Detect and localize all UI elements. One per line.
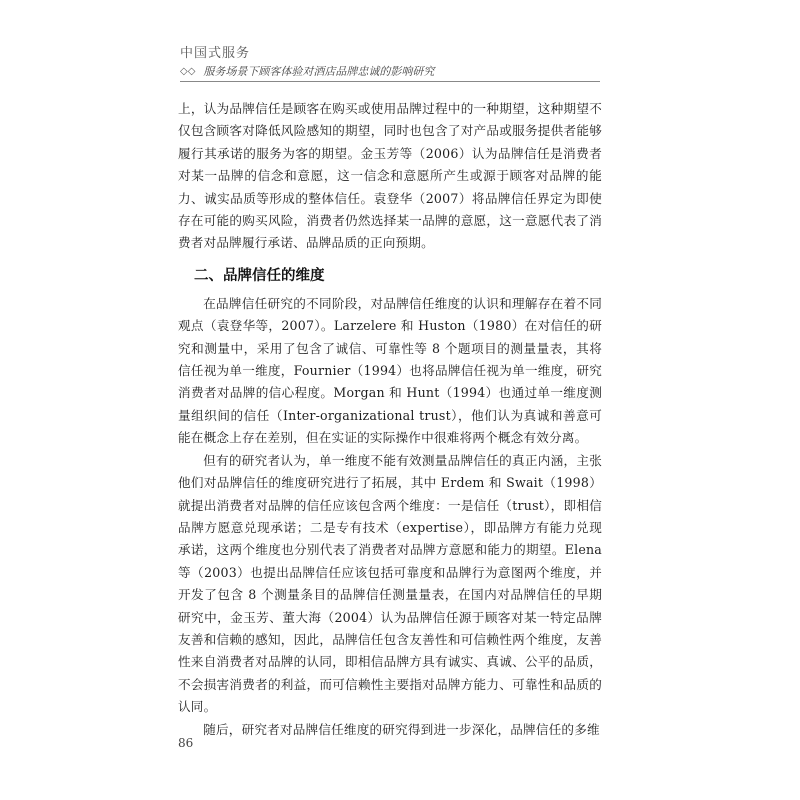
running-head xyxy=(180,46,600,82)
paragraph-3: 但有的研究者认为，单一维度不能有效测量品牌信任的真正内涵，主张他们对品牌信任的维度研究进行了拓展，其中 Erdem 和 Swait（1998）就提出消费者对品牌的信任应该包含两个维度：一是信任（trust），即相信品牌方愿意兑现承诺；二是专有技术（expertise），即品牌方有能力兑现承诺，这两个维度也分别代表了消费者对品牌方意愿和能力的期望。Elena 等（2003）也提出品牌信任应该包括可靠度和品牌行为意图两个维度，并开发了包含 8 个测量条目的品牌信任测量量表，在国内对品牌信任的早期研究中，金玉芳、董大海（2004）认为品牌信任源于顾客对某一特定品牌友善和信赖的感知，因此，品牌信任包含友善性和可信赖性两个维度，友善性来自消费者对品牌的认同，即相信品牌方具有诚实、真诚、公平的品质，不会损害消费者的利益，而可信赖性主要指对品牌方能力、可靠性和品质的认同。 xyxy=(178,452,602,715)
paragraph-1: 上，认为品牌信任是顾客在购买或使用品牌过程中的一种期望，这种期望不仅包含顾客对降低风险感知的期望，同时也包含了对产品或服务提供者能够履行其承诺的服务为客的期望。金玉芳等（2006）认为品牌信任是消费者对某一品牌的信念和意愿，这一信念和意愿所产生或源于顾客对品牌的能力、诚实品质等形成的整体信任。袁登华（2007）将品牌信任界定为即使存在可能的购买风险，消费者仍然选择某一品牌的意愿，这一意愿代表了消费者对品牌履行承诺、品牌品质的正向预期。 xyxy=(178,101,602,251)
header-rule xyxy=(180,81,600,82)
page-number: 86 xyxy=(178,736,194,750)
body-text xyxy=(178,98,602,741)
subtitle-row xyxy=(180,65,600,78)
series-title: 中国式服务 xyxy=(180,46,251,61)
paragraph-2: 在品牌信任研究的不同阶段，对品牌信任维度的认识和理解存在着不同观点（袁登华等，2007）。Larzelere 和 Huston（1980）在对信任的研究和测量中，采用了包含了诚信、可靠性等 8 个题项目的测量量表，其将信任视为单一维度，Fournier（1994）也将品牌信任视为单一维度，研究消费者对品牌的信心程度。Morgan 和 Hunt（1994）也通过单一维度测量组织间的信任（Inter-organizational trust），他们认为真诚和善意可能在概念上存在差别，但在实证的实际操作中很难将两个概念有效分离。 xyxy=(178,295,602,446)
book-subtitle: 服务场景下顾客体验对酒店品牌忠诚的影响研究 xyxy=(203,65,435,78)
paragraph-4: 随后，研究者对品牌信任维度的研究得到进一步深化，品牌信任的多维 xyxy=(203,721,600,737)
section-heading: 二、品牌信任的维度 xyxy=(194,267,325,284)
ornament-icon: ◇◇ xyxy=(180,66,196,77)
